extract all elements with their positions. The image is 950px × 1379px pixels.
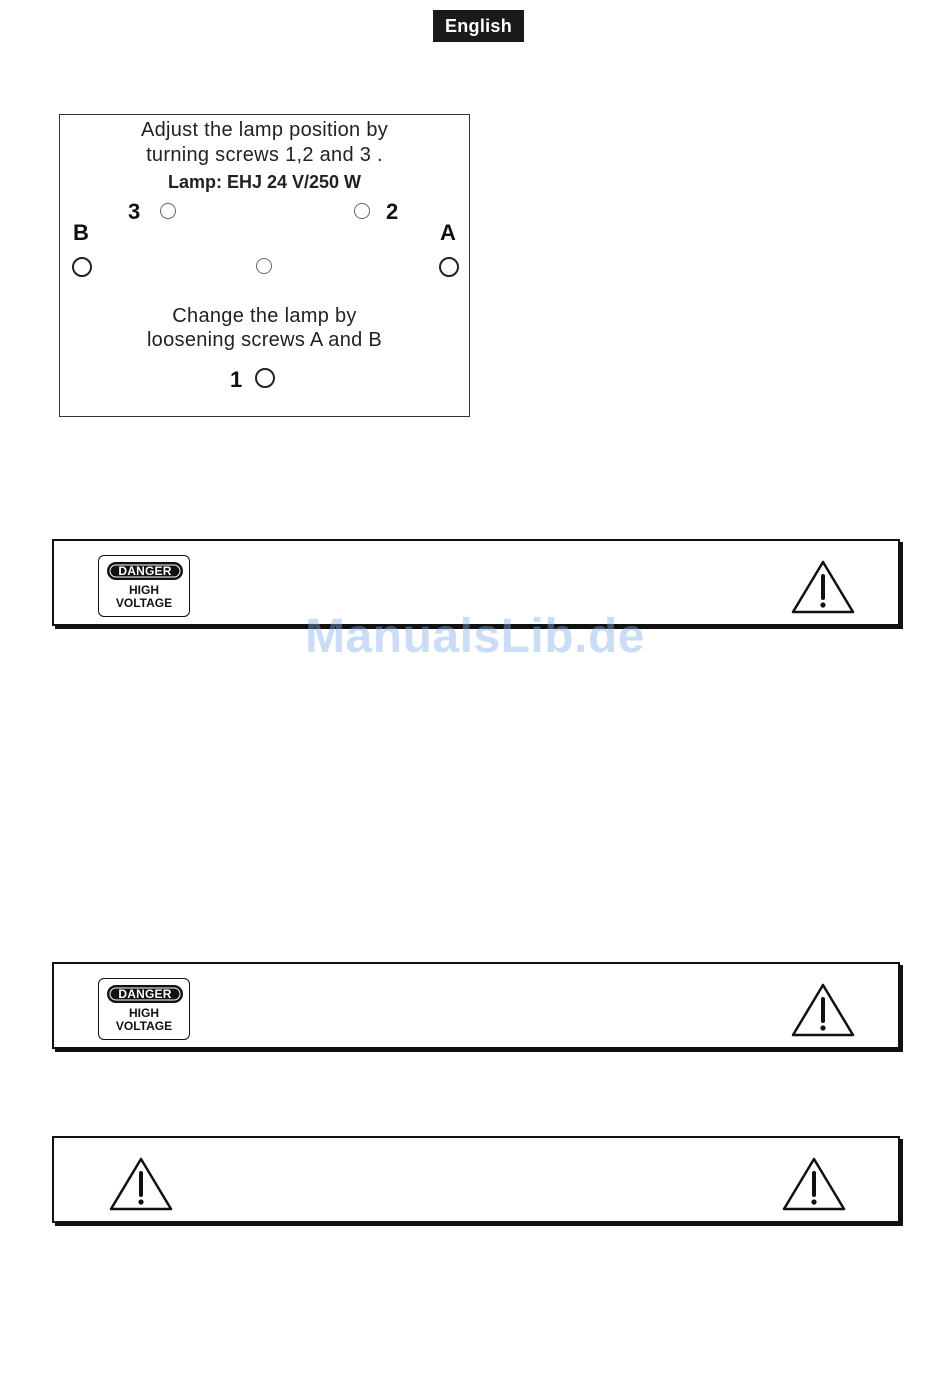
- warning-triangle-icon: [790, 982, 856, 1038]
- danger-high-voltage-sign: [98, 978, 190, 1040]
- danger-voltage: VOLTAGE: [115, 1019, 173, 1033]
- danger-voltage: VOLTAGE: [115, 596, 173, 610]
- danger-warning-box-2: [52, 962, 900, 1049]
- screw-b-label: B: [73, 220, 89, 245]
- screw-2-label: 2: [386, 199, 399, 224]
- label-line-1: Adjust the lamp position by: [140, 119, 389, 141]
- caution-warning-box: [52, 1136, 900, 1223]
- screw-1-circle: [255, 368, 275, 388]
- screw-b-circle: [72, 257, 92, 277]
- danger-warning-box-1: [52, 539, 900, 626]
- screw-3-label: 3: [128, 199, 141, 224]
- warning-triangle-icon-right: [781, 1156, 847, 1212]
- label-line-3: Change the lamp by: [172, 305, 357, 327]
- screw-2-circle: [354, 203, 370, 219]
- screw-3-circle: [160, 203, 176, 219]
- watermark: ManualsLib.de: [305, 610, 645, 663]
- screw-a-label: A: [440, 220, 456, 245]
- label-line-2: turning screws 1,2 and 3 .: [146, 144, 383, 166]
- warning-triangle-icon: [790, 559, 856, 615]
- screw-1-label: 1: [230, 367, 243, 392]
- label-line-4: loosening screws A and B: [146, 329, 383, 351]
- lamp-spec: Lamp: EHJ 24 V/250 W: [167, 172, 362, 192]
- danger-high: HIGH: [129, 1006, 159, 1020]
- language-badge: English: [433, 10, 524, 42]
- danger-high: HIGH: [129, 583, 159, 597]
- warning-triangle-icon-left: [108, 1156, 174, 1212]
- lamp-adjustment-label: [59, 114, 470, 417]
- danger-high-voltage-sign: [98, 555, 190, 617]
- danger-word: DANGER: [118, 987, 172, 1001]
- center-screw-circle: [256, 258, 272, 274]
- screw-a-circle: [439, 257, 459, 277]
- danger-word: DANGER: [118, 564, 172, 578]
